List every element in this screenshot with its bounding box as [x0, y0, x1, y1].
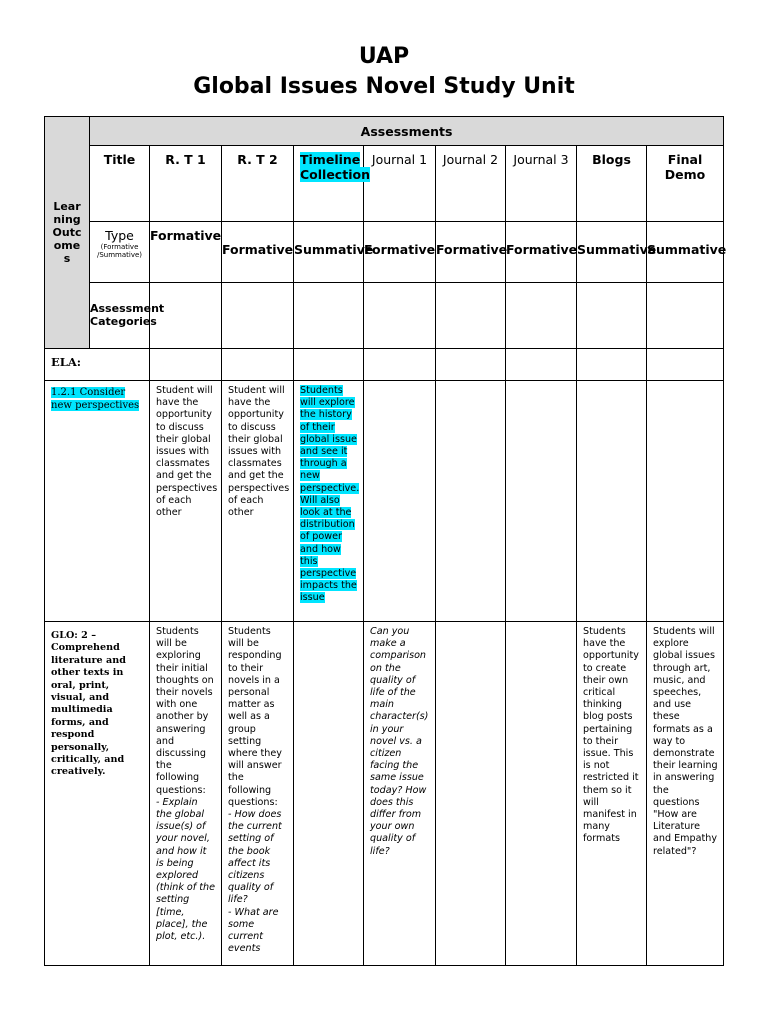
outcome-2-text: GLO: 2 – Comprehend literature and other texts in oral, print, visual, and multimedia forms, and respond personally, critically, and creatively. — [45, 622, 150, 966]
ela-cell — [577, 349, 647, 381]
row2-rt2-question-1: - How does the current setting of the book affect its citizens quality of life? — [228, 809, 282, 906]
type-sublabel: (Formative /Summative) — [96, 243, 143, 259]
column-title-journal3: Journal 3 — [506, 146, 577, 222]
row2-final: Students will explore global issues through art, music, and speeches, and use these formats as a way to demonstrate their learning in answering the questions "How are Literature and Empathy related"? — [647, 622, 724, 966]
category-cell — [577, 283, 647, 349]
row1-empty — [364, 381, 436, 622]
row1-rt2: Student will have the opportunity to discuss their global issues with classmates and get the perspectives of each other — [222, 381, 294, 622]
category-cell — [150, 283, 222, 349]
row1-timeline — [294, 381, 364, 622]
row2-empty — [506, 622, 577, 966]
category-cell — [294, 283, 364, 349]
row1-empty — [506, 381, 577, 622]
type-journal3: Formative — [506, 222, 577, 283]
category-cell — [436, 283, 506, 349]
row2-journal1: Can you make a comparison on the quality of life of the main character(s) in your novel vs. a citizen facing the same issue today? How does this differ from your own quality of life? — [364, 622, 436, 966]
row2-rt1-question: - Explain the global issue(s) of your novel, and how it is being explored (think of the setting [time, place], the plot, etc.). — [156, 796, 215, 943]
title-label: Title — [90, 146, 150, 222]
column-title-blogs: Blogs — [577, 146, 647, 222]
document-title-line2: Global Issues Novel Study Unit — [193, 74, 575, 99]
column-title-journal2: Journal 2 — [436, 146, 506, 222]
document-title-line1: UAP — [358, 44, 410, 69]
row2-rt1 — [150, 622, 222, 966]
ela-cell — [647, 349, 724, 381]
ela-cell — [506, 349, 577, 381]
category-cell — [506, 283, 577, 349]
column-title-rt2: R. T 2 — [222, 146, 294, 222]
highlighted-text: Timeline Collection — [300, 152, 370, 182]
type-rt2: Formative — [222, 222, 294, 283]
learning-outcomes-line: s — [63, 252, 71, 265]
type-blogs: Summative — [577, 222, 647, 283]
column-title-rt1: R. T 1 — [150, 146, 222, 222]
ela-cell — [294, 349, 364, 381]
learning-outcomes-line: Lear — [53, 200, 81, 213]
type-journal1: Formative — [364, 222, 436, 283]
learning-outcomes-line: ome — [53, 239, 81, 252]
row2-rt1-intro: Students will be exploring their initial thoughts on their novels with one another by answering and discussing the following questions: — [156, 626, 214, 796]
row2-rt2 — [222, 622, 294, 966]
ela-cell — [436, 349, 506, 381]
assessments-header: Assessments — [90, 117, 724, 146]
learning-outcomes-header — [45, 117, 90, 349]
type-timeline: Summative — [294, 222, 364, 283]
column-title-final: Final Demo — [647, 146, 724, 222]
row1-timeline-text: Students will explore the history of their global issue and see it through a new perspective. Will also look at the distribution of power and how this perspective impacts the issue — [300, 385, 360, 604]
row2-rt2-intro: Students will be responding to their novels in a personal matter as well as a group setting where they will answer the following questions: — [228, 626, 282, 808]
category-cell — [364, 283, 436, 349]
row2-rt2-question-2: - What are some current events — [228, 906, 279, 955]
type-label: Type — [105, 228, 134, 243]
assessment-categories-label: Assessment Categories — [90, 283, 150, 349]
row2-empty — [294, 622, 364, 966]
ela-cell — [364, 349, 436, 381]
row1-empty — [577, 381, 647, 622]
ela-cell — [150, 349, 222, 381]
type-label-cell — [90, 222, 150, 283]
type-final: Summative — [647, 222, 724, 283]
row1-empty — [647, 381, 724, 622]
category-cell — [647, 283, 724, 349]
column-title-timeline — [294, 146, 370, 222]
row2-empty — [436, 622, 506, 966]
row1-rt1: Student will have the opportunity to discuss their global issues with classmates and get the perspectives of each other — [150, 381, 222, 622]
row1-empty — [436, 381, 506, 622]
ela-label: ELA: — [45, 349, 150, 381]
learning-outcomes-line: Outc — [52, 226, 82, 239]
type-journal2: Formative — [436, 222, 506, 283]
assessment-table — [44, 116, 727, 966]
type-rt1: Formative — [150, 222, 222, 283]
row2-blogs: Students have the opportunity to create their own critical thinking blog posts pertaining to their issue. This is not restricted it them so it will manifest in many formats — [577, 622, 647, 966]
ela-cell — [222, 349, 294, 381]
learning-outcomes-line: ning — [53, 213, 81, 226]
outcome-1-text: 1.2.1 Consider new perspectives — [51, 387, 140, 411]
column-title-journal1: Journal 1 — [364, 146, 436, 222]
category-cell — [222, 283, 294, 349]
outcome-1-cell — [45, 381, 150, 622]
